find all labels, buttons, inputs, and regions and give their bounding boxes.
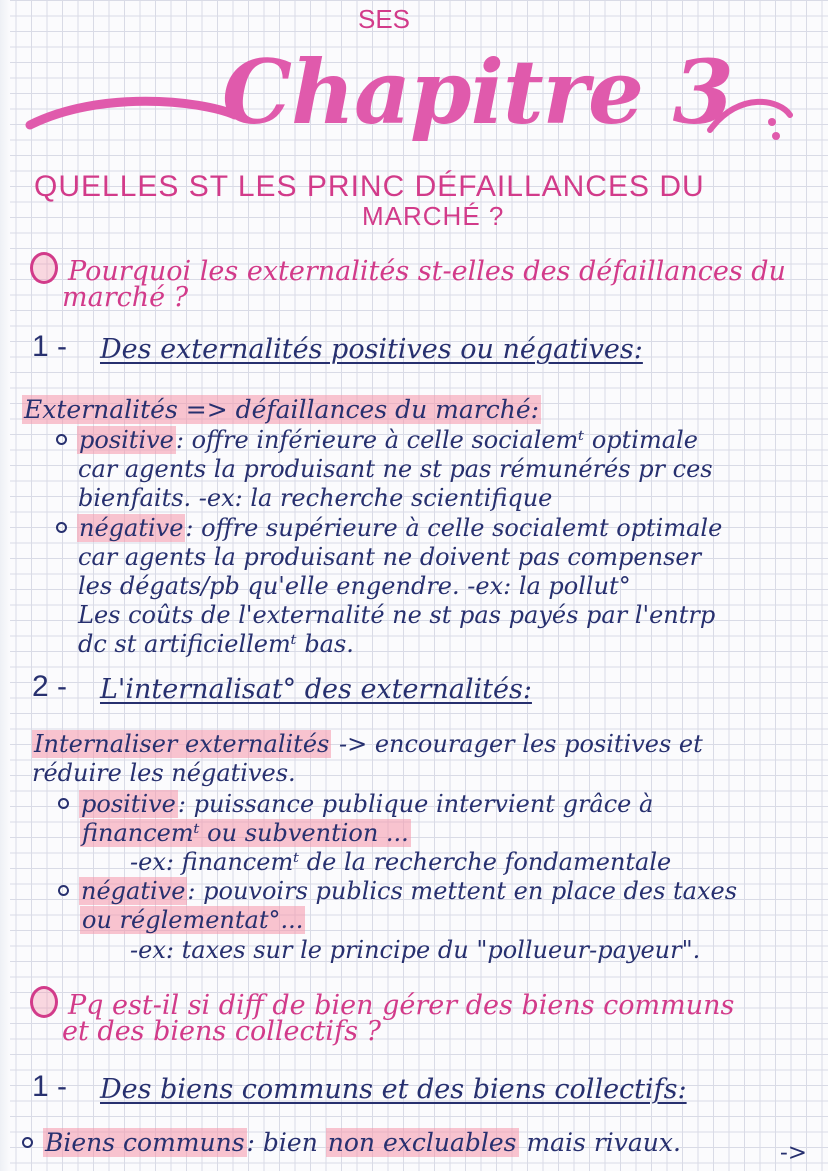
s1-lead: Externalités => défaillances du marché: [24, 395, 540, 424]
s1-negative-line-1: négative: offre supérieure à celle socialemt optimale [56, 514, 722, 542]
section-1-number: 1 - [32, 330, 68, 363]
section-3-number: 1 - [32, 1070, 68, 1103]
s1-negative-line-2: car agents la produisant ne doivent pas compenser [78, 543, 702, 571]
question-1-line-2: marché ? [62, 282, 189, 313]
s2-negative-line-2: ou réglementat°... [82, 906, 304, 934]
circle-bullet-icon [30, 252, 58, 284]
bullet-icon [56, 434, 67, 445]
subject-label: SES [358, 4, 411, 34]
s1-negative-line-4: Les coûts de l'externalité ne st pas payés par l'entrp [78, 601, 716, 629]
bullet-icon [58, 798, 69, 809]
s1-negative-line-3: les dégats/pb qu'elle engendre. -ex: la pollut° [78, 572, 631, 600]
question-1-line-1: Pourquoi les externalités st-elles des défaillances du [30, 252, 786, 287]
s2-negative-line-3: -ex: taxes sur le principe du "pollueur-payeur". [130, 936, 701, 964]
page-margin [0, 0, 10, 1171]
s1-negative-line-5: dc st artificiellemᵗ bas. [78, 630, 354, 658]
s2-positive-line-1: positive: puissance publique intervient grâce à [58, 790, 653, 818]
s1-positive-line-3: bienfaits. -ex: la recherche scientifique [78, 484, 553, 512]
s1-positive-line-1: positive: offre inférieure à celle socialemᵗ optimale [56, 426, 698, 454]
main-question-line-2: MARCHÉ ? [362, 201, 505, 231]
circle-bullet-icon [30, 986, 58, 1018]
s2-positive-line-3: -ex: financemᵗ de la recherche fondamentale [130, 848, 672, 876]
s3-biens-communs: Biens communs: bien non excluables mais rivaux. [22, 1128, 681, 1157]
bullet-icon [56, 522, 67, 533]
section-3-title: Des biens communs et des biens collectifs: [100, 1074, 687, 1105]
s2-negative-line-1: négative: pouvoirs publics mettent en place des taxes [58, 877, 737, 905]
question-2-line-2: et des biens collectifs ? [62, 1016, 381, 1047]
s2-positive-line-2: financemᵗ ou subvention ... [82, 819, 409, 847]
section-2-number: 2 - [32, 670, 68, 703]
bullet-icon [22, 1137, 33, 1148]
chapter-title: Chapitre 3 [222, 40, 733, 144]
s2-lead-line-1: Internaliser externalités -> encourager les positives et [34, 730, 703, 758]
continue-arrow-icon: -> [780, 1140, 808, 1166]
main-question-line-1: QUELLES ST LES PRINC DÉFAILLANCES DU [34, 170, 705, 203]
bullet-icon [58, 885, 69, 896]
section-2-title: L'internalisat° des externalités: [100, 674, 532, 705]
section-1-title: Des externalités positives ou négatives: [100, 334, 643, 365]
s2-lead-line-2: réduire les négatives. [32, 759, 296, 787]
s1-positive-line-2: car agents la produisant ne st pas rémunérés pr ces [78, 455, 713, 483]
question-2-line-1: Pq est-il si diff de bien gérer des biens communs [30, 986, 734, 1021]
